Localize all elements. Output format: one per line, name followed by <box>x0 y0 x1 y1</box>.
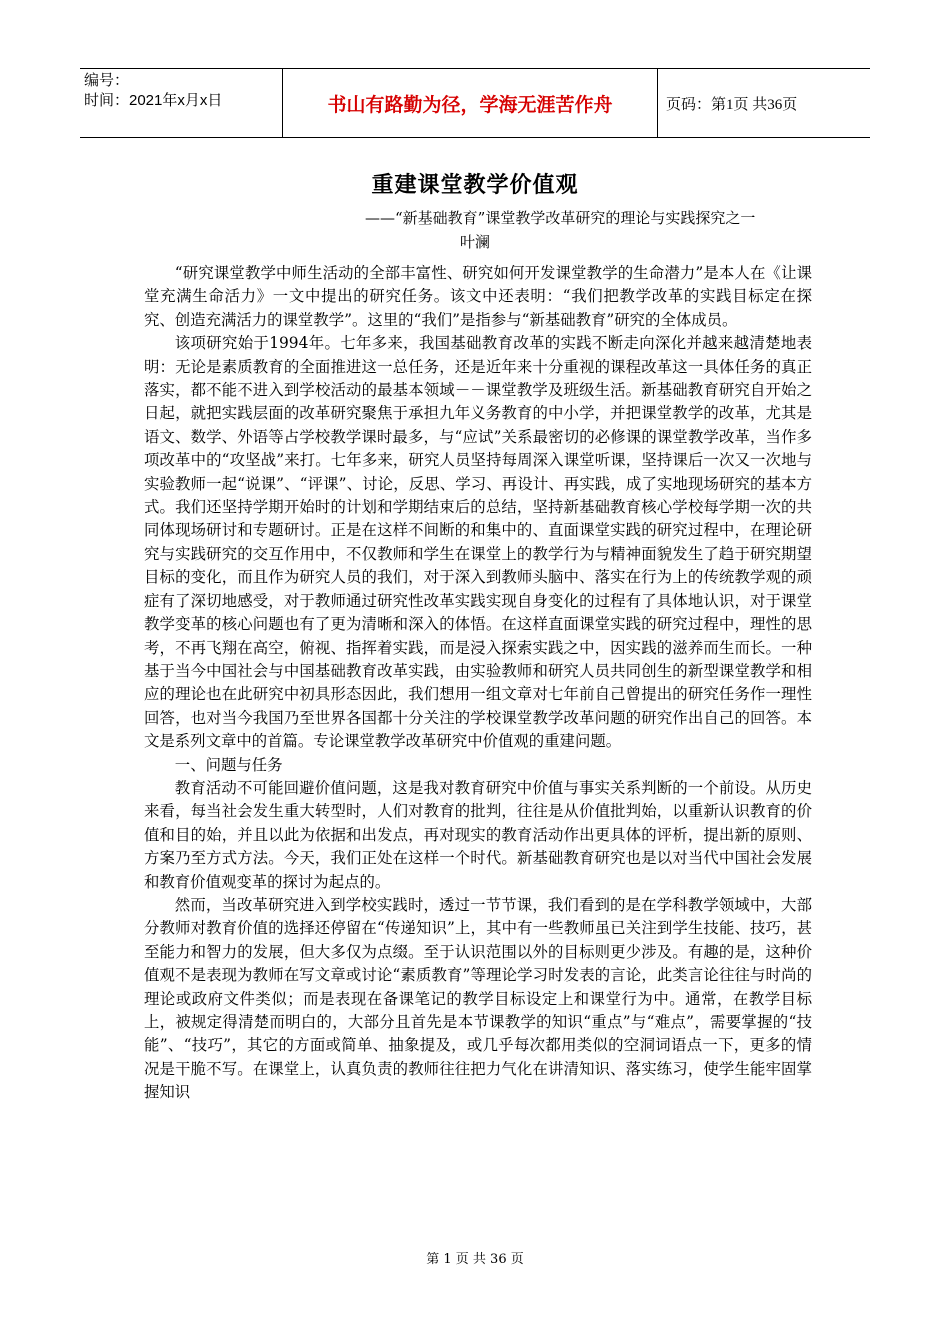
paragraph: “研究课堂教学中师生活动的全部丰富性、研究如何开发课堂教学的生命潜力”是本人在《让课堂充满生命活力》一文中提出的研究任务。该文中还表明：“我们把教学改革的实践目标定在探究、创造充满活力的课堂教学”。这里的“我们”是指参与“新基础教育”研究的全体成员。 <box>144 264 812 329</box>
paragraph: 然而，当改革研究进入到学校实践时，透过一节节课，我们看到的是在学科教学领域中，大部分教师对教育价值的选择还停留在“传递知识”上，其中有一些教师虽已关注到学生技能、技巧，甚至能力和智力的发展，但大多仅为点缀。至于认识范围以外的目标则更少涉及。有趣的是，这种价值观不是表现为教师在写文章或讨论“素质教育”等理论学习时发表的言论，此类言论往往与时尚的理论或政府文件类似；而是表现在备课笔记的教学目标设定上和课堂行为中。通常，在教学目标上，被规定得清楚而明白的，大部分且首先是本节课教学的知识“重点”与“难点”，需要掌握的“技能”、“技巧”，其它的方面或简单、抽象提及，或几乎每次都用类似的空洞词语点一下，更多的情况是干脆不写。在课堂上，认真负责的教师往往把力气化在讲清知识、落实练习，使学生能牢固掌握知识 <box>144 895 812 1102</box>
paragraph: 该项研究始于1994年。七年多来，我国基础教育改革的实践不断走向深化并越来越清楚地表明：无论是素质教育的全面推进这一总任务，还是近年来十分重视的课程改革这一具体任务的真正落实，都不能不进入到学校活动的最基本领域－－课堂教学及班级生活。新基础教育研究自开始之日起，就把实践层面的改革研究聚焦于承担九年义务教育的中小学，并把课堂教学的改革，尤其是语文、数学、外语等占学校教学课时最多，与“应试”关系最密切的必修课的课堂教学改革，当作多项改革中的“攻坚战”来打。七年多来，研究人员坚持每周深入课堂听课，坚持课后一次又一次地与实验教师一起“说课”、“评课”、讨论，反思、学习、再设计、再实践，成了实地现场研究的基本方式。我们还坚持学期开始时的计划和学期结束后的总结，坚持新基础教育核心学校每学期一次的共同体现场研讨和专题研讨。正是在这样不间断的和集中的、直面课堂实践的研究过程中，在理论研究与实践研究的交互作用中，不仅教师和学生在课堂上的教学行为与精神面貌发生了趋于研究期望目标的变化，而且作为研究人员的我们，对于深入到教师头脑中、落实在行为上的传统教学观的顽症有了深切地感受，对于教师通过研究性改革实践实现自身变化的过程有了具体地认识，对于课堂教学变革的核心问题也有了更为清晰和深入的体悟。在这样直面课堂实践的研究过程中，理性的思考，不再飞翔在高空，俯视、指挥着实践，而是浸入探索实践之中，因实践的滋养而生而长。一种基于当今中国社会与中国基础教育改革实践，由实验教师和研究人员共同创生的新型课堂教学和相应的理论也在此研究中初具形态因此，我们想用一组文章对七年前自己曾提出的研究任务作一理性回答，也对当今我国乃至世界各国都十分关注的学校课堂教学改革问题的研究作出自己的回答。本文是系列文章中的首篇。专论课堂教学改革研究中价值观的重建问题。 <box>144 334 812 751</box>
document-subtitle: ——“新基础教育”课堂教学改革研究的理论与实践探究之一 <box>365 209 756 227</box>
number-label: 编号： <box>84 72 130 89</box>
header-meta <box>80 69 282 137</box>
paragraph: 教育活动不可能回避价值问题，这是我对教育研究中价值与事实关系判断的一个前设。从历史来看，每当社会发生重大转型时，人们对教育的批判，往往是从价值批判始，以重新认识教育的价值和目的始，并且以此为依据和出发点，再对现实的教育活动作出更具体的评析，提出新的原则、方案乃至方式方法。今天，我们正处在这样一个时代。新基础教育研究也是以对当代中国社会发展和教育价值观变革的探讨为起点的。 <box>144 778 812 891</box>
document-author: 叶澜 <box>459 233 490 251</box>
page-info: 页码：第1页 共36页 <box>666 96 798 113</box>
section-heading: 一、问题与任务 <box>174 755 283 774</box>
motto: 书山有路勤为径，学海无涯苦作舟 <box>282 69 658 137</box>
document-body <box>144 262 812 1105</box>
document-title: 重建课堂教学价值观 <box>371 173 579 198</box>
header-table <box>80 68 870 138</box>
page-footer: 第 1 页 共 36 页 <box>426 1252 524 1267</box>
date-label: 时间：2021年x月x日 <box>84 92 223 109</box>
